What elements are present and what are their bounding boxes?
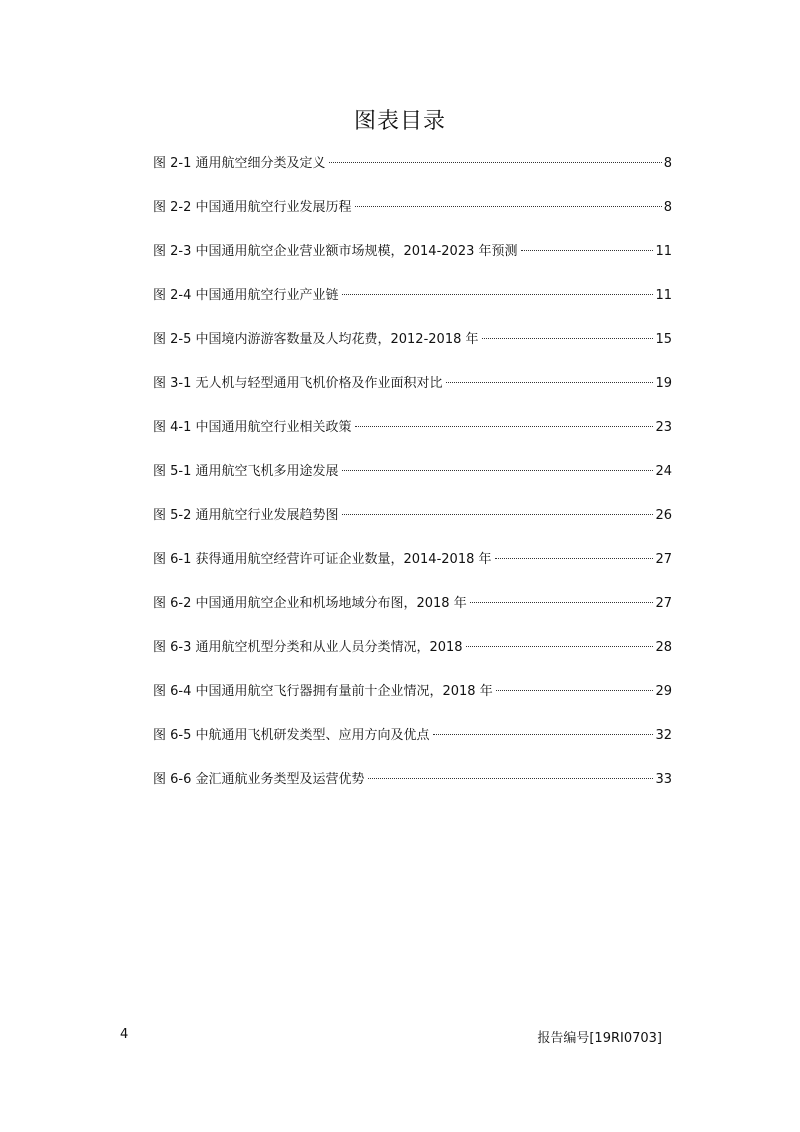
toc-entry-page: 33 xyxy=(655,772,672,787)
toc-entry-label: 图 5-2 通用航空行业发展趋势图 xyxy=(153,508,339,523)
toc-dot-leader xyxy=(495,558,654,559)
toc-entry-label: 图 2-2 中国通用航空行业发展历程 xyxy=(153,200,352,215)
toc-entry-label: 图 4-1 中国通用航空行业相关政策 xyxy=(153,420,352,435)
toc-entry[interactable] xyxy=(153,460,672,504)
toc-entry-page: 19 xyxy=(655,376,672,391)
toc-dot-leader xyxy=(466,646,654,647)
toc-entry-label: 图 6-3 通用航空机型分类和从业人员分类情况，2018 xyxy=(153,640,463,655)
toc-entry[interactable] xyxy=(153,416,672,460)
figure-toc xyxy=(153,152,672,812)
toc-entry-page: 28 xyxy=(655,640,672,655)
toc-dot-leader xyxy=(368,778,654,779)
toc-entry-label: 图 6-4 中国通用航空飞行器拥有量前十企业情况，2018 年 xyxy=(153,684,493,699)
toc-entry[interactable] xyxy=(153,680,672,724)
toc-entry[interactable] xyxy=(153,592,672,636)
toc-entry-label: 图 6-5 中航通用飞机研发类型、应用方向及优点 xyxy=(153,728,430,743)
toc-entry[interactable] xyxy=(153,372,672,416)
toc-dot-leader xyxy=(521,250,654,251)
toc-entry-label: 图 6-1 获得通用航空经营许可证企业数量，2014-2018 年 xyxy=(153,552,492,567)
toc-dot-leader xyxy=(355,426,654,427)
toc-entry-label: 图 6-6 金汇通航业务类型及运营优势 xyxy=(153,772,365,787)
toc-dot-leader xyxy=(446,382,654,383)
toc-entry[interactable] xyxy=(153,768,672,812)
toc-entry[interactable] xyxy=(153,724,672,768)
toc-entry[interactable] xyxy=(153,240,672,284)
toc-dot-leader xyxy=(496,690,654,691)
toc-entry-page: 11 xyxy=(655,288,672,303)
toc-entry[interactable] xyxy=(153,548,672,592)
toc-entry-page: 24 xyxy=(655,464,672,479)
toc-entry-label: 图 6-2 中国通用航空企业和机场地域分布图，2018 年 xyxy=(153,596,467,611)
toc-entry[interactable] xyxy=(153,636,672,680)
toc-entry-label: 图 2-5 中国境内游游客数量及人均花费，2012-2018 年 xyxy=(153,332,479,347)
toc-dot-leader xyxy=(482,338,654,339)
toc-dot-leader xyxy=(342,294,654,295)
toc-dot-leader xyxy=(470,602,654,603)
toc-entry[interactable] xyxy=(153,504,672,548)
toc-entry-page: 8 xyxy=(663,200,672,215)
toc-entry-page: 27 xyxy=(655,552,672,567)
toc-entry-page: 8 xyxy=(663,156,672,171)
toc-entry[interactable] xyxy=(153,328,672,372)
toc-dot-leader xyxy=(355,206,662,207)
toc-entry-label: 图 3-1 无人机与轻型通用飞机价格及作业面积对比 xyxy=(153,376,443,391)
toc-dot-leader xyxy=(329,162,662,163)
toc-entry[interactable] xyxy=(153,196,672,240)
toc-entry-page: 11 xyxy=(655,244,672,259)
toc-entry-label: 图 2-3 中国通用航空企业营业额市场规模，2014-2023 年预测 xyxy=(153,244,518,259)
toc-entry-page: 26 xyxy=(655,508,672,523)
toc-entry-page: 15 xyxy=(655,332,672,347)
toc-entry-page: 32 xyxy=(655,728,672,743)
toc-dot-leader xyxy=(433,734,654,735)
toc-entry-page: 29 xyxy=(655,684,672,699)
footer-report-id: 报告编号[19RI0703] xyxy=(537,1031,662,1046)
toc-entry-label: 图 2-1 通用航空细分类及定义 xyxy=(153,156,326,171)
toc-entry[interactable] xyxy=(153,284,672,328)
toc-entry[interactable] xyxy=(153,152,672,196)
toc-dot-leader xyxy=(342,514,654,515)
toc-entry-page: 27 xyxy=(655,596,672,611)
toc-entry-page: 23 xyxy=(655,420,672,435)
footer-page-number: 4 xyxy=(120,1027,129,1042)
toc-entry-label: 图 5-1 通用航空飞机多用途发展 xyxy=(153,464,339,479)
toc-dot-leader xyxy=(342,470,654,471)
toc-entry-label: 图 2-4 中国通用航空行业产业链 xyxy=(153,288,339,303)
page-title: 图表目录 xyxy=(353,109,446,134)
